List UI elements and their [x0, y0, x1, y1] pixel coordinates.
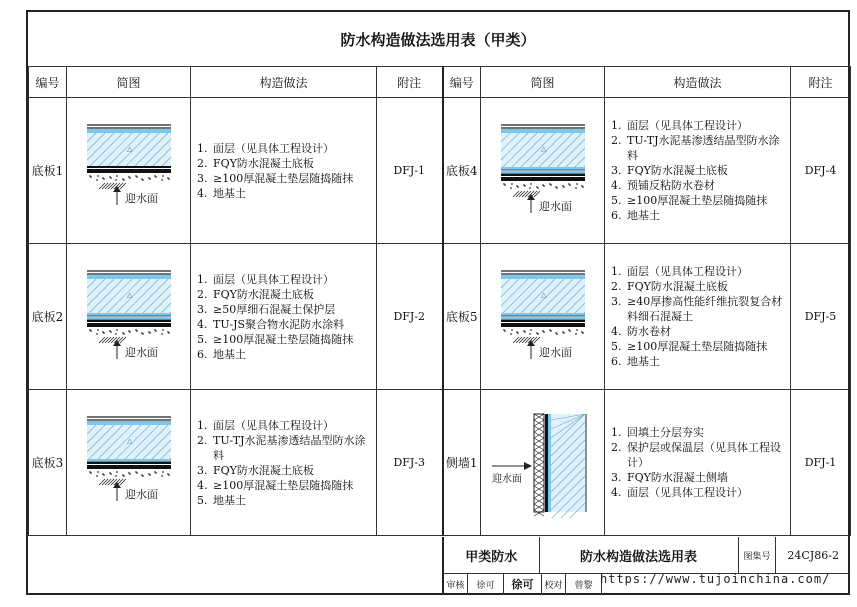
gravel-dot: [155, 176, 157, 178]
gravel-dot: [97, 471, 99, 473]
step-item: 6. 地基土: [611, 209, 660, 222]
gravel-dot: [550, 184, 552, 186]
coating-layer: [87, 421, 171, 425]
method-steps: [197, 141, 376, 201]
gravel-dot: [582, 332, 584, 334]
gravel-dot: [168, 178, 170, 180]
gravel-dot: [136, 472, 138, 474]
method-cell: [605, 98, 791, 244]
membrane-layer: [501, 171, 585, 174]
soil-hatch: [108, 479, 114, 485]
coating-layer: [501, 129, 585, 133]
gravel-dot: [504, 184, 506, 186]
step-item: 1. 面层（见具体工程设计）: [611, 265, 748, 278]
gravel-dot: [524, 331, 526, 333]
membrane-layer: [548, 414, 551, 512]
gravel-dot: [115, 475, 117, 477]
step-item: 6. 地基土: [611, 355, 660, 368]
gravel-dot: [115, 179, 117, 181]
figure-cell: [481, 390, 605, 536]
gravel-dot: [524, 185, 526, 187]
gravel-dot: [110, 473, 112, 475]
aggregate-mark: △: [126, 290, 132, 299]
soil-hatch: [522, 337, 528, 343]
step-item: 2. FQY防水混凝土底板: [197, 287, 314, 301]
soil-hatch: [519, 191, 525, 197]
method-steps: [197, 418, 376, 508]
gravel-dot: [575, 187, 577, 189]
gravel-dot: [529, 333, 531, 335]
gravel-dot: [110, 331, 112, 333]
section-diagram: [495, 267, 591, 367]
atlas-number: 24CJ86-2: [787, 548, 839, 562]
step-item: 3. FQY防水混凝土底板: [611, 164, 728, 177]
page-title: 防水构造做法选用表（甲类）: [340, 30, 536, 49]
gravel-dot: [136, 176, 138, 178]
step-item: 1. 回填土分层夯实: [611, 426, 704, 439]
gravel-dot: [115, 333, 117, 335]
step-item: 4. 地基土: [197, 186, 246, 200]
category-label: 甲类防水: [444, 537, 540, 573]
water-face-label: 迎水面: [124, 487, 158, 501]
step-item: 4. ≥100厚混凝土垫层随捣随抹: [197, 478, 354, 492]
gravel-dot: [510, 333, 512, 335]
water-face-label: 迎水面: [491, 473, 522, 485]
gravel-dot: [582, 186, 584, 188]
gravel-dot: [563, 332, 565, 334]
gravel-dot: [142, 179, 144, 181]
method-steps: [197, 272, 376, 362]
table-row: [29, 390, 851, 536]
gravel-dot: [529, 187, 531, 189]
step-item: 1. 面层（见具体工程设计）: [197, 141, 334, 155]
review-label: 审核: [444, 573, 468, 595]
gravel-dot: [123, 179, 125, 181]
soil-hatch: [99, 183, 105, 189]
soil-hatch: [534, 191, 540, 197]
reference-code: DFJ-1: [377, 98, 443, 244]
cushion-top: [87, 323, 171, 327]
soil-hatch: [516, 191, 522, 197]
gravel-dot: [155, 472, 157, 474]
header-method: 构造做法: [191, 67, 377, 98]
step-item: 4. 预铺反粘防水卷材: [611, 179, 715, 192]
item-number: 底板3: [29, 390, 67, 536]
step-item: 1. 面层（见具体工程设计）: [197, 418, 334, 432]
gravel-dot: [556, 187, 558, 189]
soil-hatch: [522, 191, 528, 197]
watermark-url: https://www.tujoinchina.com/: [600, 572, 831, 586]
gravel-dot: [142, 475, 144, 477]
header-figure: 简图: [67, 67, 191, 98]
header-num: 编号: [29, 67, 67, 98]
gravel-dot: [563, 186, 565, 188]
header-ref: 附注: [377, 67, 443, 98]
protection-line: [545, 414, 548, 512]
soil-hatch: [534, 337, 540, 343]
gravel-dot: [96, 333, 98, 335]
title-block: [442, 537, 850, 595]
soil-hatch: [105, 337, 111, 343]
soil-hatch: [513, 337, 519, 343]
gravel-dot: [510, 187, 512, 189]
method-steps: [611, 264, 790, 369]
figure-cell: [481, 98, 605, 244]
step-item: 4. TU-JS聚合物水泥防水涂料: [197, 317, 345, 331]
gravel-dot: [576, 183, 578, 185]
membrane-layer: [501, 313, 585, 316]
coating-layer: [501, 275, 585, 279]
gravel-dot: [129, 331, 131, 333]
aggregate-mark: △: [126, 144, 132, 153]
gravel-dot: [96, 179, 98, 181]
gravel-dot: [149, 178, 151, 180]
soil-hatch: [513, 191, 519, 197]
water-face-label: 迎水面: [124, 191, 158, 205]
soil-hatch: [102, 337, 108, 343]
figure-cell: [481, 244, 605, 390]
gravel-dot: [90, 176, 92, 178]
gravel-dot: [543, 185, 545, 187]
sheet-footer: [28, 537, 848, 595]
arrow-head-icon: [524, 462, 532, 470]
gravel-dot: [530, 183, 532, 185]
step-item: 2. FQY防水混凝土底板: [197, 156, 314, 170]
header-figure: 简图: [481, 67, 605, 98]
membrane-layer: [501, 167, 585, 170]
step-item: 1. 面层（见具体工程设计）: [611, 119, 748, 132]
table-row: [29, 98, 851, 244]
item-number: 侧墙1: [443, 390, 481, 536]
gravel-dot: [162, 329, 164, 331]
selection-table: [28, 66, 851, 536]
step-item: 5. ≥100厚混凝土垫层随捣随抹: [197, 332, 354, 346]
soil-hatch: [120, 479, 126, 485]
gravel-dot: [97, 329, 99, 331]
step-item: 4. 面层（见具体工程设计）: [611, 486, 748, 499]
item-number: 底板1: [29, 98, 67, 244]
gravel-dot: [511, 329, 513, 331]
step-item: 2. FQY防水混凝土底板: [611, 280, 728, 293]
gravel-dot: [537, 187, 539, 189]
soil-hatch: [99, 479, 105, 485]
gravel-dot: [149, 332, 151, 334]
table-header-row: [29, 67, 851, 98]
step-item: 6. 地基土: [197, 347, 246, 361]
gravel-dot: [511, 183, 513, 185]
gravel-dot: [116, 329, 118, 331]
header-method: 构造做法: [605, 67, 791, 98]
drawing-sheet: [26, 10, 850, 595]
step-item: 5. 地基土: [197, 493, 246, 507]
table-row: [29, 244, 851, 390]
soil-hatch: [105, 183, 111, 189]
method-steps: [611, 118, 790, 223]
gravel-dot: [97, 175, 99, 177]
step-item: 1. 面层（见具体工程设计）: [197, 272, 334, 286]
step-item: 2. TU-TJ水泥基渗透结晶型防水涂料: [611, 134, 780, 162]
water-face-label: 迎水面: [538, 345, 572, 359]
soil-hatch: [108, 183, 114, 189]
gravel-dot: [129, 177, 131, 179]
gravel-dot: [168, 474, 170, 476]
gravel-dot: [90, 472, 92, 474]
gravel-dot: [537, 333, 539, 335]
gravel-dot: [123, 333, 125, 335]
review-signature: 徐可: [504, 573, 542, 595]
gravel-dot: [550, 330, 552, 332]
header-ref: 附注: [791, 67, 851, 98]
soil-hatch: [516, 337, 522, 343]
cushion-top: [501, 177, 585, 181]
review-name: 徐可: [468, 573, 504, 595]
water-face-label: 迎水面: [538, 199, 572, 213]
gravel-dot: [155, 330, 157, 332]
method-cell: [605, 390, 791, 536]
gravel-dot: [575, 333, 577, 335]
gravel-dot: [161, 179, 163, 181]
soil-hatch: [108, 337, 114, 343]
soil-hatch: [105, 479, 111, 485]
header-num: 编号: [443, 67, 481, 98]
gravel-dot: [517, 186, 519, 188]
check-name: 曾黎: [566, 573, 602, 595]
aggregate-mark: △: [126, 436, 132, 445]
section-diagram: [81, 267, 177, 367]
gravel-dot: [116, 175, 118, 177]
gravel-dot: [136, 330, 138, 332]
coating-layer: [87, 129, 171, 133]
method-cell: [605, 244, 791, 390]
membrane-layer: [87, 459, 171, 462]
method-steps: [611, 425, 790, 500]
soil-hatch: [120, 337, 126, 343]
gravel-dot: [90, 330, 92, 332]
item-number: 底板2: [29, 244, 67, 390]
step-item: 3. ≥40厚掺高性能纤维抗裂复合材料细石混凝土: [611, 295, 783, 323]
step-item: 5. ≥100厚混凝土垫层随捣随抹: [611, 340, 768, 353]
gravel-dot: [569, 184, 571, 186]
gravel-dot: [96, 475, 98, 477]
step-item: 5. ≥100厚混凝土垫层随捣随抹: [611, 194, 768, 207]
reference-code: DFJ-2: [377, 244, 443, 390]
method-cell: [191, 98, 377, 244]
figure-cell: [67, 98, 191, 244]
gravel-dot: [110, 177, 112, 179]
gravel-dot: [556, 333, 558, 335]
figure-cell: [67, 244, 191, 390]
step-item: 3. FQY防水混凝土侧墙: [611, 471, 728, 484]
method-cell: [191, 390, 377, 536]
membrane-layer: [87, 313, 171, 316]
reference-code: DFJ-4: [791, 98, 851, 244]
step-item: 2. TU-TJ水泥基渗透结晶型防水涂料: [197, 433, 366, 462]
item-number: 底板5: [443, 244, 481, 390]
gravel-dot: [149, 474, 151, 476]
gravel-dot: [517, 332, 519, 334]
step-item: 4. 防水卷材: [611, 325, 671, 338]
drawing-name: 防水构造做法选用表: [540, 537, 739, 573]
soil-hatch: [102, 183, 108, 189]
section-diagram: [81, 413, 177, 513]
soil-hatch: [99, 337, 105, 343]
step-item: 2. 保护层或保温层（见具体工程设计）: [611, 441, 781, 469]
gravel-dot: [103, 474, 105, 476]
membrane-layer: [87, 317, 171, 320]
item-number: 底板4: [443, 98, 481, 244]
cushion-top: [87, 169, 171, 173]
figure-cell: [67, 390, 191, 536]
cushion-top: [501, 323, 585, 327]
gravel-dot: [543, 331, 545, 333]
gravel-dot: [142, 333, 144, 335]
atlas-label: 图集号: [739, 537, 777, 573]
gravel-dot: [161, 475, 163, 477]
cushion-top: [87, 465, 171, 469]
gravel-dot: [530, 329, 532, 331]
soil-hatch: [120, 183, 126, 189]
section-diagram: [495, 121, 591, 221]
check-label: 校对: [542, 573, 566, 595]
section-diagram: [488, 408, 598, 518]
gravel-dot: [103, 178, 105, 180]
step-item: 3. FQY防水混凝土底板: [197, 463, 314, 477]
step-item: 3. ≥50厚细石混凝土保护层: [197, 302, 336, 316]
aggregate-mark: △: [540, 290, 546, 299]
soil-hatch: [519, 337, 525, 343]
section-diagram: [81, 121, 177, 221]
reference-code: DFJ-3: [377, 390, 443, 536]
gravel-dot: [168, 332, 170, 334]
aggregate-mark: △: [540, 144, 546, 153]
gravel-dot: [103, 332, 105, 334]
gravel-dot: [569, 330, 571, 332]
method-cell: [191, 244, 377, 390]
water-face-label: 迎水面: [124, 345, 158, 359]
step-item: 3. ≥100厚混凝土垫层随捣随抹: [197, 171, 354, 185]
gravel-dot: [116, 471, 118, 473]
gravel-dot: [161, 333, 163, 335]
gravel-dot: [162, 175, 164, 177]
reference-code: DFJ-5: [791, 244, 851, 390]
coating-layer: [87, 275, 171, 279]
membrane-layer: [501, 317, 585, 320]
gravel-dot: [576, 329, 578, 331]
gravel-dot: [162, 471, 164, 473]
reference-code: DFJ-1: [791, 390, 851, 536]
gravel-dot: [129, 473, 131, 475]
gravel-dot: [504, 330, 506, 332]
gravel-dot: [123, 475, 125, 477]
soil-hatch: [102, 479, 108, 485]
